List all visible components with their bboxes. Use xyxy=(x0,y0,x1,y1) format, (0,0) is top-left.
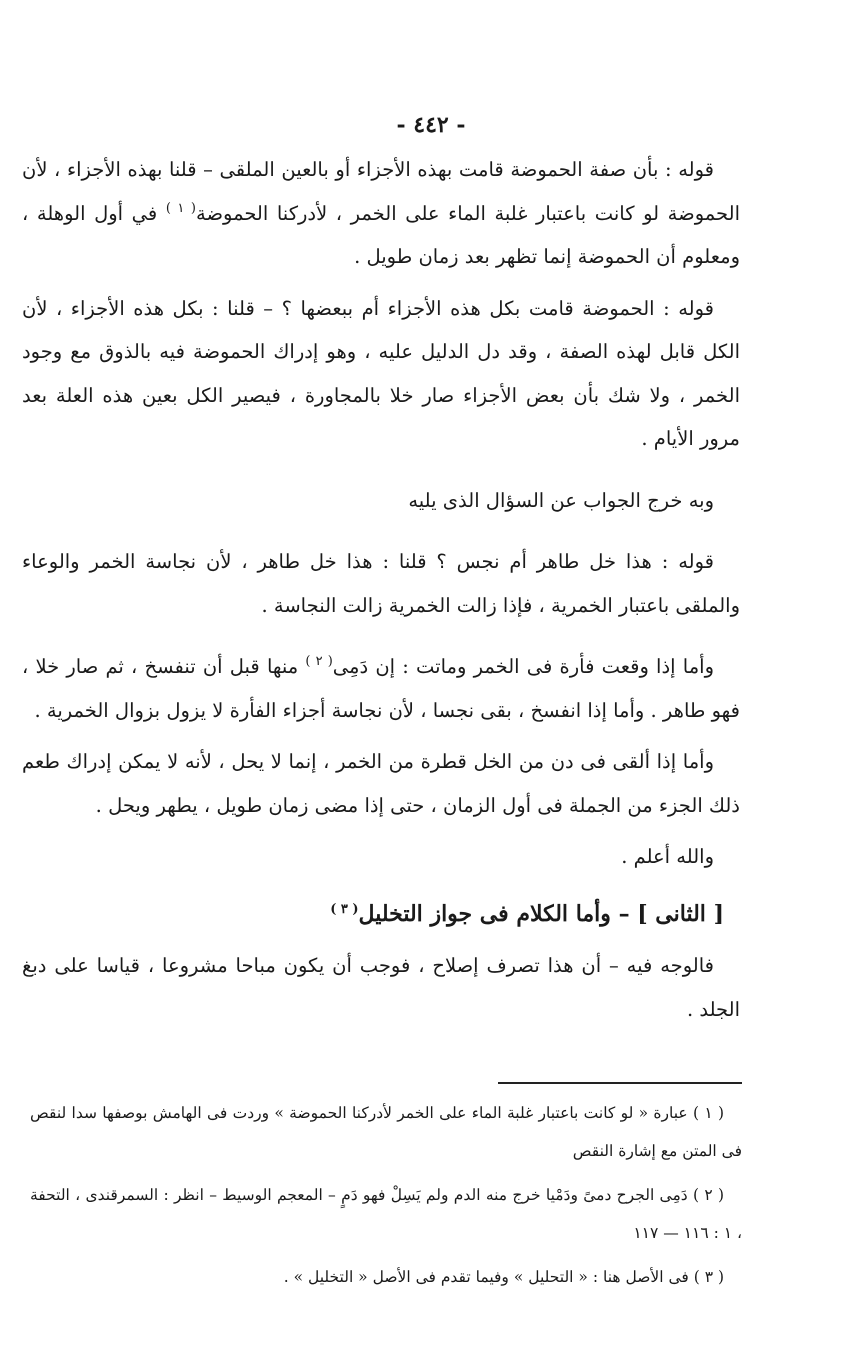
paragraph-7: والله أعلم . xyxy=(621,845,714,868)
paragraph-2: قوله : الحموضة قامت بكل هذه الأجزاء أم ببعضها ؟ – قلنا : بكل هذه الأجزاء ، لأن الكل قابل لهذه الصفة ، وقد دل الدليل عليه ، وهو إدراك الحموضة فيه بالذوق مع وجود الخمر ، ولا شك بأن بعض الأجزاء صار خلا بالمجاورة ، فيصير الكل بعين هذه العلة بعد مرور الأيام . xyxy=(22,296,740,450)
paragraph-4: قوله : هذا خل طاهر أم نجس ؟ قلنا : هذا خل طاهر ، لأن نجاسة الخمر والوعاء والملقى باعتبار الخمرية ، فإذا زالت الخمرية زالت النجاسة . xyxy=(22,550,740,617)
paragraph-6: وأما إذا ألقى فى دن من الخل قطرة من الخمر ، إنما لا يحل ، لأنه لا يمكن إدراك طعم ذلك الجزء من الجملة فى أول الزمان ، حتى إذا مضى زمان طويل ، يطهر ويحل . xyxy=(22,750,740,817)
page-number: - ٤٤٢ - xyxy=(396,112,466,138)
section-heading: [ الثانى ] – وأما الكلام فى جواز التخليل$^{( ٣ )}$ xyxy=(330,900,724,927)
footnote-ref-3: ( ٣ ) xyxy=(330,901,359,917)
footnote-ref-2: ( ٢ ) xyxy=(305,654,333,669)
paragraph-3: وبه خرج الجواب عن السؤال الذى يليه xyxy=(408,488,714,512)
paragraph-1: قوله : بأن صفة الحموضة قامت بهذه الأجزاء أو بالعين الملقى – قلنا بهذه الأجزاء ، لأن الحموضة لو كانت باعتبار غلبة الماء على الخمر ، لأدركنا الحموضة$^{( ١ )}$ في أول الوهلة ، ومعلوم أن الحموضة إنما تظهر بعد زمان طويل . xyxy=(22,158,740,268)
footnote-divider xyxy=(498,1082,742,1084)
footnotes xyxy=(30,1094,742,1302)
footnote-3: ( ٣ ) فى الأصل هنا : « التحليل » وفيما تقدم فى الأصل « التخليل » . xyxy=(283,1268,724,1286)
footnote-1: ( ١ ) عبارة « لو كانت باعتبار غلبة الماء على الخمر لأدركنا الحموضة » وردت فى الهامش بوصفها سدا لنقص فى المتن مع إشارة النقص xyxy=(30,1104,742,1160)
paragraph-5: وأما إذا وقعت فأرة فى الخمر وماتت : إن دَمِى$^{( ٢ )}$ منها قبل أن تنفسخ ، ثم صار خلا ، فهو طاهر . وأما إذا انفسخ ، بقى نجسا ، لأن نجاسة أجزاء الفأرة لا يزول بزوال الخمرية . xyxy=(22,654,740,722)
paragraph-8: فالوجه فيه – أن هذا تصرف إصلاح ، فوجب أن يكون مباحا مشروعا ، قياسا على دبغ الجلد . xyxy=(22,954,740,1021)
footnote-ref-1: ( ١ ) xyxy=(165,200,196,216)
footnote-2: ( ٢ ) دَمِى الجرح دمىً ودَمْيا خرج منه الدم ولم يَسِلْ فهو دَمٍ – المعجم الوسيط – انظر : السمرقندى ، التحفة ، ١ : ١١٦ — ١١٧ xyxy=(30,1186,742,1242)
main-text xyxy=(22,148,740,1031)
